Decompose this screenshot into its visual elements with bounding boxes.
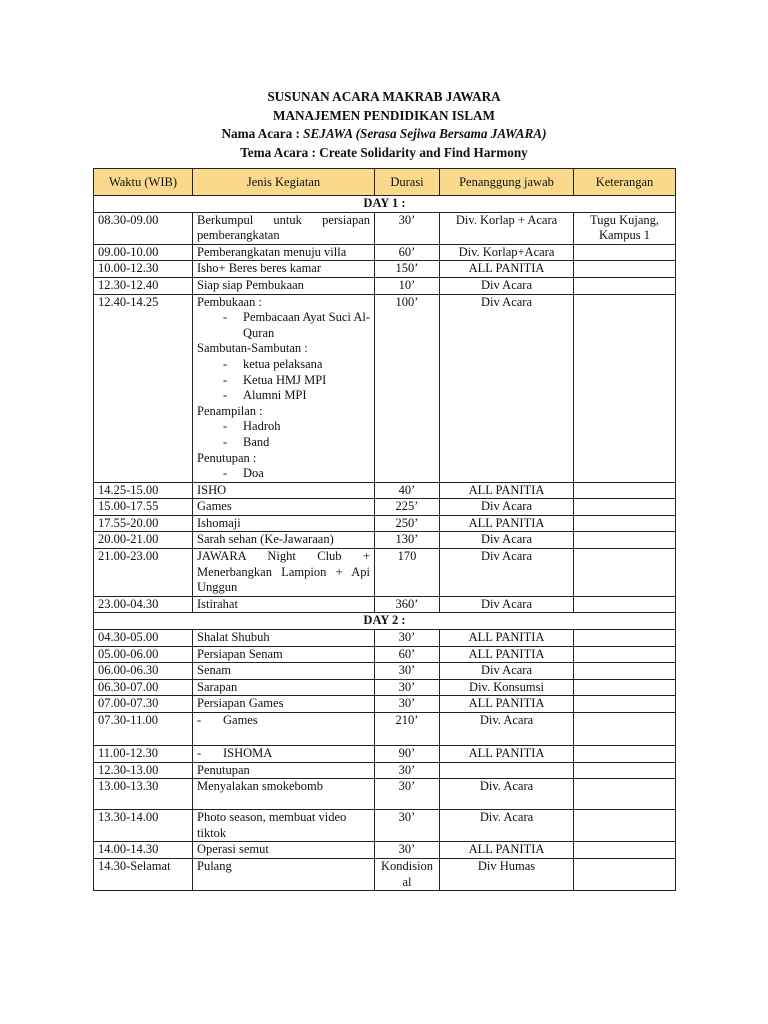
note-cell [574,646,676,663]
time-cell: 12.40-14.25 [94,294,193,482]
pic-cell: Div Acara [440,663,574,680]
time-cell: 07.30-11.00 [94,713,193,746]
activity-cell [193,294,375,482]
duration-cell: 40’ [375,482,440,499]
time-cell: 10.00-12.30 [94,261,193,278]
time-cell: 11.00-12.30 [94,746,193,763]
note-cell [574,277,676,294]
duration-cell: 250’ [375,515,440,532]
closing-heading: Penutupan : [197,450,257,465]
schedule-table [93,168,676,891]
time-cell: 21.00-23.00 [94,549,193,597]
table-row [94,762,676,779]
time-cell: 05.00-06.00 [94,646,193,663]
table-row [94,746,676,763]
table-row [94,646,676,663]
activity-cell: Pemberangkatan menuju villa [193,244,375,261]
duration-cell: 90’ [375,746,440,763]
activity-cell: Istirahat [193,596,375,613]
note-cell [574,679,676,696]
col-header-activity: Jenis Kegiatan [193,169,375,196]
time-cell: 15.00-17.55 [94,499,193,516]
list-item: - Alumni MPI [197,388,370,404]
event-title: SEJAWA (Serasa Sejiwa Bersama JAWARA) [303,126,547,141]
activity-cell: Siap siap Pembukaan [193,277,375,294]
activity-cell: Senam [193,663,375,680]
table-row [94,630,676,647]
table-row [94,842,676,859]
time-cell: 14.25-15.00 [94,482,193,499]
pic-cell: ALL PANITIA [440,515,574,532]
day-row [94,613,676,630]
opening-heading: Pembukaan : [197,294,262,309]
table-row [94,549,676,597]
time-cell: 13.00-13.30 [94,779,193,810]
activity-cell: - Games [193,713,375,746]
activity-cell: Persiapan Senam [193,646,375,663]
duration-cell: 30’ [375,696,440,713]
pic-cell: ALL PANITIA [440,261,574,278]
col-header-pic: Penanggung jawab [440,169,574,196]
document-header [0,88,768,162]
duration-cell: 130’ [375,532,440,549]
duration-cell: 150’ [375,261,440,278]
pic-cell: ALL PANITIA [440,746,574,763]
table-row [94,244,676,261]
duration-cell: 60’ [375,244,440,261]
note-cell [574,261,676,278]
activity-cell: Menyalakan smokebomb [193,779,375,810]
activity-cell: Photo season, membuat video tiktok [193,810,375,842]
duration-cell: 30’ [375,779,440,810]
col-header-note: Keterangan [574,169,676,196]
activity-cell: Shalat Shubuh [193,630,375,647]
list-item: - Pembacaan Ayat Suci Al-Quran [197,310,370,341]
activity-cell: Persiapan Games [193,696,375,713]
activity-cell: ISHO [193,482,375,499]
note-cell [574,663,676,680]
pic-cell: ALL PANITIA [440,646,574,663]
note-cell [574,810,676,842]
note-cell [574,779,676,810]
table-row [94,810,676,842]
table-row [94,261,676,278]
list-item: - Hadroh [197,419,370,435]
time-cell: 14.30-Selamat [94,858,193,890]
performance-heading: Penampilan : [197,403,263,418]
table-row [94,277,676,294]
time-cell: 20.00-21.00 [94,532,193,549]
table-row [94,515,676,532]
pic-cell: Div. Konsumsi [440,679,574,696]
pic-cell: Div Acara [440,294,574,482]
list-item: - Doa [197,466,370,482]
time-cell: 08.30-09.00 [94,212,193,244]
note-cell [574,532,676,549]
event-name [0,125,768,144]
pic-cell [440,762,574,779]
duration-cell: 360’ [375,596,440,613]
document-title: SUSUNAN ACARA MAKRAB JAWARA [267,89,501,104]
table-header-row [94,169,676,196]
pic-cell: Div. Korlap+Acara [440,244,574,261]
time-cell: 06.00-06.30 [94,663,193,680]
pic-cell: ALL PANITIA [440,696,574,713]
note-cell [574,596,676,613]
note-cell: Tugu Kujang, Kampus 1 [574,212,676,244]
day1-label: DAY 1 : [94,196,676,213]
activity-cell: - ISHOMA [193,746,375,763]
note-cell [574,244,676,261]
table-row [94,532,676,549]
activity-cell: Berkumpul untuk persiapan pemberangkatan [193,212,375,244]
pic-cell: Div Acara [440,277,574,294]
time-cell: 23.00-04.30 [94,596,193,613]
duration-cell: 30’ [375,842,440,859]
pic-cell: Div. Korlap + Acara [440,212,574,244]
activity-cell: Sarapan [193,679,375,696]
table-row [94,499,676,516]
duration-cell: 30’ [375,679,440,696]
pic-cell: Div Humas [440,858,574,890]
note-cell [574,294,676,482]
duration-cell: 30’ [375,810,440,842]
col-header-time: Waktu (WIB) [94,169,193,196]
event-label: Nama Acara : [221,126,304,141]
activity-cell: JAWARA Night Club + Menerbangkan Lampion + Api Unggun [193,549,375,597]
pic-cell: Div. Acara [440,779,574,810]
activity-cell: Ishomaji [193,515,375,532]
time-cell: 14.00-14.30 [94,842,193,859]
duration-cell: 10’ [375,277,440,294]
duration-cell: 170 [375,549,440,597]
activity-cell: Penutupan [193,762,375,779]
note-cell [574,713,676,746]
time-cell: 13.30-14.00 [94,810,193,842]
table-row-opening [94,294,676,482]
note-cell [574,746,676,763]
pic-cell: Div Acara [440,596,574,613]
note-cell [574,630,676,647]
note-cell [574,482,676,499]
activity-cell: Games [193,499,375,516]
time-cell: 17.55-20.00 [94,515,193,532]
note-cell [574,858,676,890]
time-cell: 07.00-07.30 [94,696,193,713]
activity-cell: Isho+ Beres beres kamar [193,261,375,278]
duration-cell: 100’ [375,294,440,482]
note-cell [574,515,676,532]
duration-cell: 60’ [375,646,440,663]
pic-cell: ALL PANITIA [440,482,574,499]
table-row [94,596,676,613]
table-row [94,713,676,746]
pic-cell: Div. Acara [440,810,574,842]
note-cell [574,842,676,859]
note-cell [574,499,676,516]
duration-cell: 210’ [375,713,440,746]
time-cell: 06.30-07.00 [94,679,193,696]
table-row [94,482,676,499]
table-row [94,779,676,810]
speeches-heading: Sambutan-Sambutan : [197,341,308,356]
duration-cell: 30’ [375,762,440,779]
activity-cell: Pulang [193,858,375,890]
table-row [94,663,676,680]
day2-label: DAY 2 : [94,613,676,630]
note-cell [574,762,676,779]
table-row [94,212,676,244]
activity-cell: Sarah sehan (Ke-Jawaraan) [193,532,375,549]
time-cell: 12.30-13.00 [94,762,193,779]
pic-cell: Div Acara [440,549,574,597]
duration-cell: 30’ [375,212,440,244]
note-cell [574,696,676,713]
list-item: - Band [197,435,370,451]
activity-cell: Operasi semut [193,842,375,859]
note-cell [574,549,676,597]
time-cell: 12.30-12.40 [94,277,193,294]
pic-cell: Div. Acara [440,713,574,746]
col-header-duration: Durasi [375,169,440,196]
table-row [94,858,676,890]
duration-cell: Kondisional [375,858,440,890]
pic-cell: Div Acara [440,499,574,516]
pic-cell: Div Acara [440,532,574,549]
day-row [94,196,676,213]
time-cell: 09.00-10.00 [94,244,193,261]
duration-cell: 30’ [375,630,440,647]
pic-cell: ALL PANITIA [440,842,574,859]
duration-cell: 30’ [375,663,440,680]
list-item: - Ketua HMJ MPI [197,373,370,389]
table-row [94,679,676,696]
pic-cell: ALL PANITIA [440,630,574,647]
event-theme: Tema Acara : Create Solidarity and Find Harmony [240,144,528,160]
program-name: MANAJEMEN PENDIDIKAN ISLAM [273,107,495,123]
list-item: - ketua pelaksana [197,357,370,373]
duration-cell: 225’ [375,499,440,516]
table-row [94,696,676,713]
time-cell: 04.30-05.00 [94,630,193,647]
